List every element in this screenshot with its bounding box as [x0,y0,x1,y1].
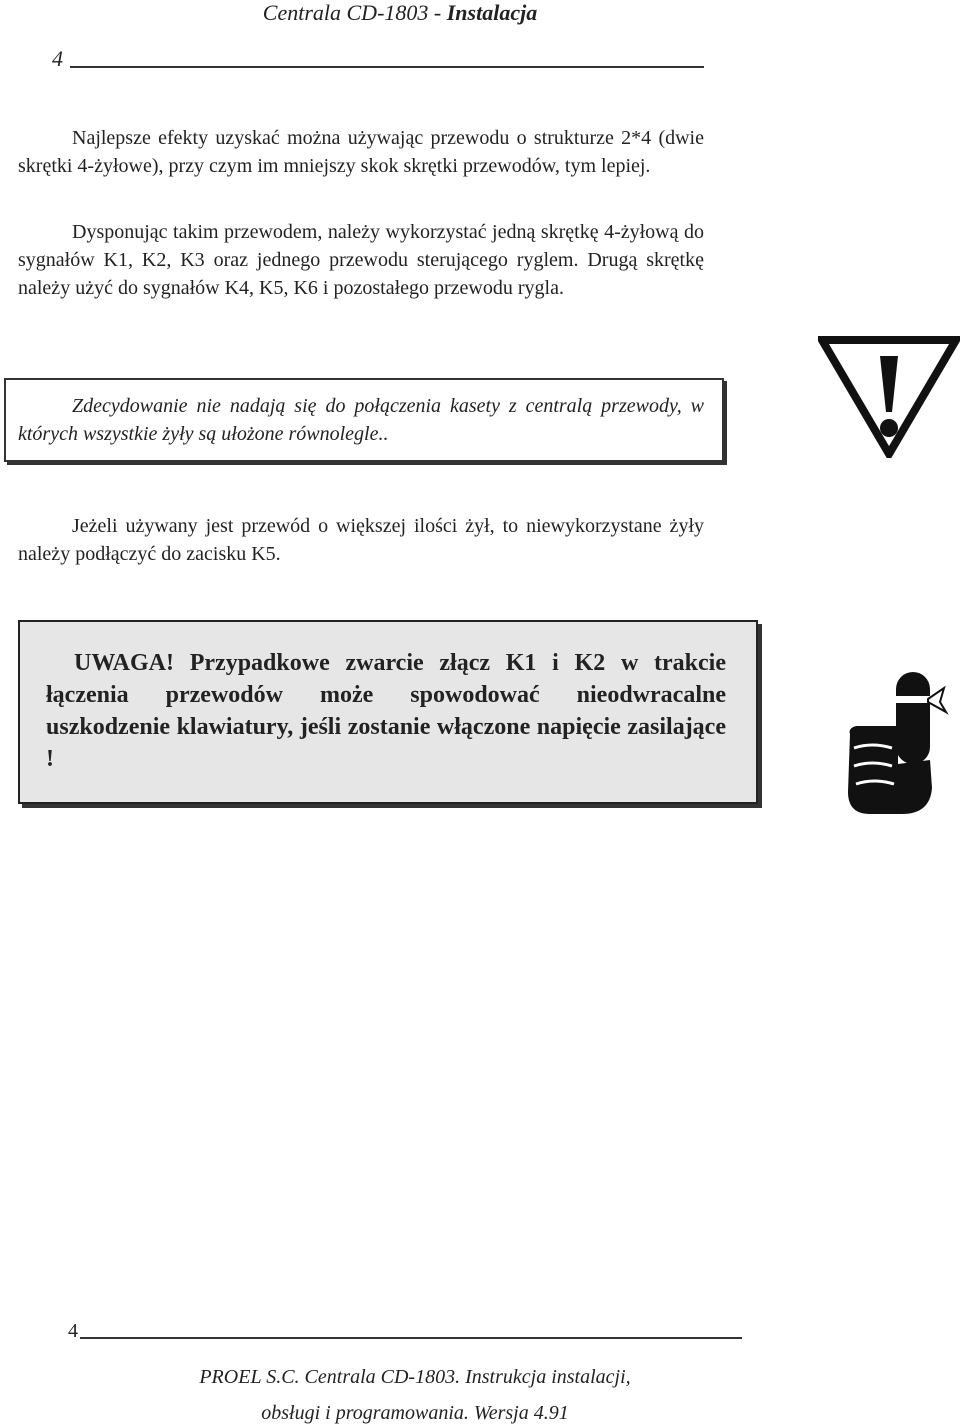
footer-line-2: obsługi i programowania. Wersja 4.91 [261,1402,569,1424]
footer-line-1: PROEL S.C. Centrala CD-1803. Instrukcja instalacji, [199,1366,631,1388]
running-header [0,0,800,26]
note-text [18,392,704,448]
paragraph-3 [18,512,704,568]
finger-ribbon-icon [840,668,950,816]
footer-rule [80,1337,742,1339]
header-rule [70,66,704,68]
paragraph-1-text: Najlepsze efekty uzyskać można używając przewodu o strukturze 2*4 (dwie skrętki 4-żyłowe), przy czym im mniejszy skok skrętki przewodów, tym lepiej. [18,127,704,177]
footer-page-number: 4 [68,1320,78,1342]
warning-text-content: UWAGA! Przypadkowe zwarcie złącz K1 i K2 w trakcie łączenia przewodów może spowodować nieodwracalne uszkodzenie klawiatury, jeśli zostanie włączone napięcie zasilające ! [46,650,726,772]
header-section: Instalacja [446,0,538,25]
header-page-number: 4 [52,46,63,71]
warning-triangle-icon [818,336,960,458]
paragraph-3-text: Jeżeli używany jest przewód o większej ilości żył, to niewykorzystane żyły należy podłączyć do zacisku K5. [18,515,704,565]
paragraph-2-text: Dysponując takim przewodem, należy wykorzystać jedną skrętkę 4-żyłową do sygnałów K1, K2, K3 oraz jednego przewodu sterującego ryglem. Drugą skrętkę należy użyć do sygnałów K4, K5, K6 i pozostałego przewodu rygla. [18,221,704,299]
paragraph-1 [18,124,704,180]
note-text-content: Zdecydowanie nie nadają się do połączenia kasety z centralą przewody, w których wszystkie żyły są ułożone równolegle.. [18,395,704,445]
paragraph-2 [18,218,704,302]
warning-text [46,647,726,775]
header-title: Centrala CD-1803 - [262,0,447,25]
